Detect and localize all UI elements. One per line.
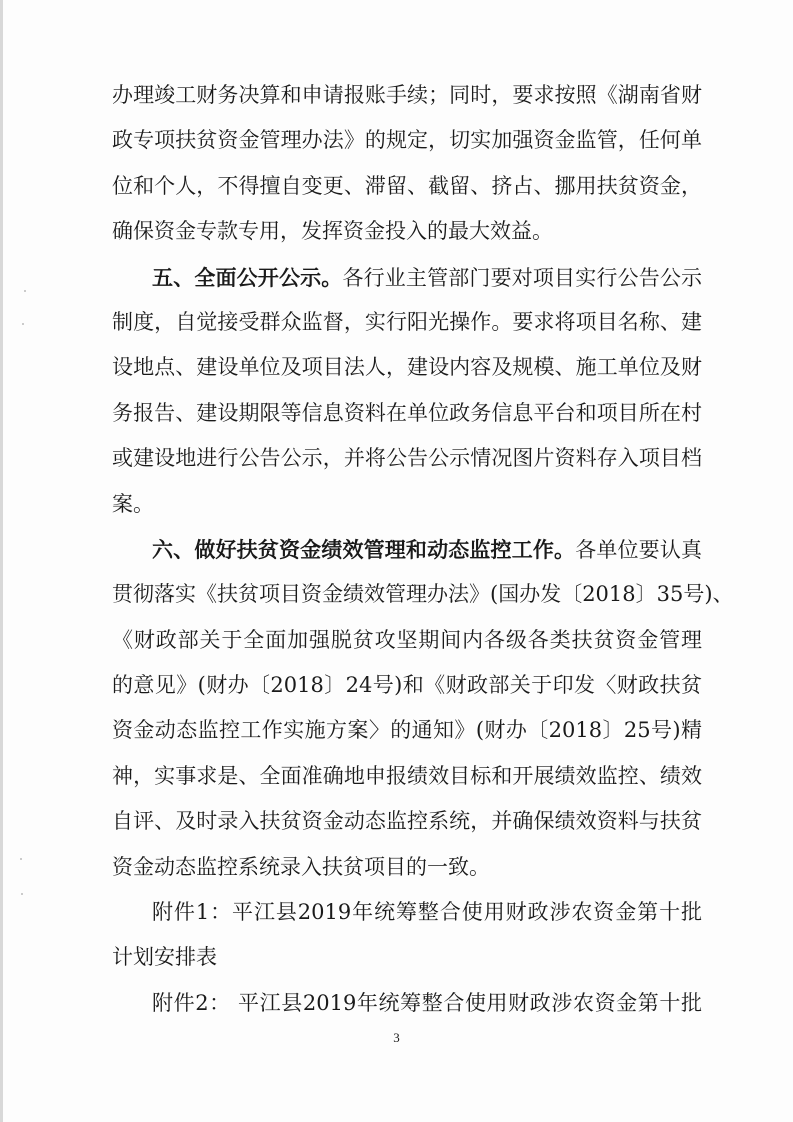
line-text: 政专项扶贫资金管理办法》的规定，切实加强资金监管，任何单 xyxy=(112,128,702,153)
line-text: 计划安排表 xyxy=(112,945,217,970)
line-text: 资金动态监控系统录入扶贫项目的一致。 xyxy=(112,854,490,879)
scan-speck xyxy=(20,858,22,860)
text-line xyxy=(112,981,702,1026)
line-text: 《财政部关于全面加强脱贫攻坚期间内各级各类扶贫资金管理 xyxy=(112,627,702,652)
line-text: 附件1：平江县2019年统筹整合使用财政涉农资金第十批 xyxy=(152,900,702,925)
line-text: 设地点、建设单位及项目法人，建设内容及规模、施工单位及财 xyxy=(112,355,702,380)
line-text: 制度，自觉接受群众监督，实行阳光操作。要求将项目名称、建 xyxy=(112,309,702,334)
text-line xyxy=(112,300,702,345)
line-text: 附件2： 平江县2019年统筹整合使用财政涉农资金第十批 xyxy=(152,990,702,1015)
section-heading: 六、做好扶贫资金绩效管理和动态监控工作。 xyxy=(152,536,576,562)
line-text: 资金动态监控工作实施方案〉的通知》(财办〔2018〕25号)精 xyxy=(112,718,702,743)
text-line xyxy=(112,345,702,390)
text-line xyxy=(112,663,702,708)
scan-speck xyxy=(22,323,24,325)
scan-speck xyxy=(24,290,26,292)
text-line xyxy=(112,73,702,118)
line-text: 确保资金专款专用，发挥资金投入的最大效益。 xyxy=(112,219,553,244)
line-text: 神，实事求是、全面准确地申报绩效目标和开展绩效监控、绩效 xyxy=(112,763,702,788)
line-text: 案。 xyxy=(112,491,154,516)
line-text: 的意见》(财办〔2018〕24号)和《财政部关于印发〈财政扶贫 xyxy=(112,673,702,698)
scan-edge xyxy=(0,0,3,1122)
line-text: 或建设地进行公告公示，并将公告公示情况图片资料存入项目档 xyxy=(112,446,702,471)
text-line xyxy=(112,618,702,663)
text-line xyxy=(112,391,702,436)
line-text: 各单位要认真 xyxy=(575,537,703,562)
line-text: 贯彻落实《扶贫项目资金绩效管理办法》(国办发〔2018〕35号)、 xyxy=(112,582,734,607)
text-line xyxy=(112,118,702,163)
text-line xyxy=(112,164,702,209)
line-text: 各行业主管部门要对项目实行公告公示 xyxy=(342,265,703,290)
document-body xyxy=(112,73,734,1026)
text-line xyxy=(112,845,702,890)
scan-speck xyxy=(21,893,23,895)
page-number: 3 xyxy=(393,1030,400,1045)
text-line xyxy=(112,799,702,844)
text-line xyxy=(112,209,702,254)
text-line xyxy=(112,708,702,753)
text-line xyxy=(112,255,702,300)
text-line xyxy=(112,935,702,980)
text-line xyxy=(112,572,734,617)
text-line xyxy=(112,527,702,572)
text-line xyxy=(112,482,702,527)
text-line xyxy=(112,436,702,481)
section-heading: 五、全面公开公示。 xyxy=(152,264,343,290)
line-text: 办理竣工财务决算和申请报账手续；同时，要求按照《湖南省财 xyxy=(112,83,702,107)
line-text: 务报告、建设期限等信息资料在单位政务信息平台和项目所在村 xyxy=(112,400,702,425)
text-line xyxy=(112,754,702,799)
line-text: 自评、及时录入扶贫资金动态监控系统，并确保绩效资料与扶贫 xyxy=(112,809,702,834)
text-line xyxy=(112,890,702,935)
line-text: 位和个人，不得擅自变更、滞留、截留、挤占、挪用扶贫资金， xyxy=(112,173,702,198)
